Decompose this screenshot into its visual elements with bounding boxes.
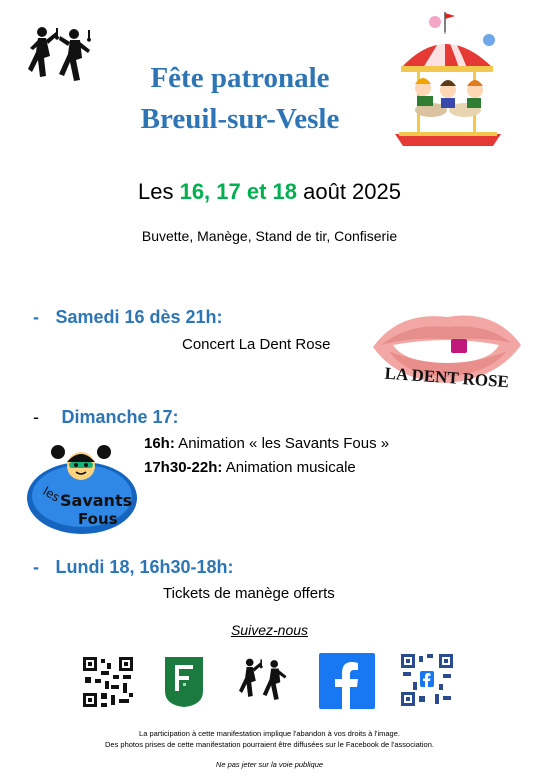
monday-detail: Tickets de manège offerts	[163, 585, 335, 602]
saturday-dash: -	[33, 307, 39, 327]
saturday-title: Samedi 16 dès 21h:	[55, 307, 223, 327]
savants-fous-text-fous: Fous	[78, 510, 118, 528]
follow-us-label: Suivez-nous	[230, 622, 309, 638]
carousel-illustration-icon	[393, 10, 503, 152]
saturday-heading	[33, 307, 223, 328]
page-title-line1: Fête patronale	[150, 62, 330, 94]
facebook-icon[interactable]	[319, 653, 375, 709]
saturday-detail: Concert La Dent Rose	[182, 336, 331, 353]
panneaupocket-icon[interactable]	[161, 655, 207, 709]
page-title-line2: Breuil-sur-Vesle	[140, 103, 340, 135]
savants-fous-text-les: les	[40, 483, 63, 505]
activities-list: Buvette, Manège, Stand de tir, Confiserie	[141, 228, 398, 244]
monday-heading	[33, 557, 234, 578]
monday-dash: -	[33, 557, 39, 577]
dates-days: 16, 17 et 18	[179, 179, 298, 204]
monday-title: Lundi 18, 16h30-18h:	[55, 557, 234, 577]
savants-fous-text-savants: Savants	[60, 491, 133, 510]
sunday-line1-time: 16h:	[144, 435, 175, 452]
qr-code-facebook-icon[interactable]	[399, 652, 455, 708]
sunday-title: Dimanche 17:	[61, 407, 179, 427]
dancers-logo-icon	[28, 22, 96, 88]
dancers-icon[interactable]	[239, 652, 291, 708]
les-savants-fous-logo	[24, 440, 140, 538]
footer-no-littering: Ne pas jeter sur la voie publique	[215, 760, 324, 769]
la-dent-rose-logo	[369, 305, 524, 397]
sunday-line2-text: Animation musicale	[222, 459, 356, 476]
footer-photos-notice: Des photos prises de cette manifestation pourraient être diffusées sur le Facebook de l'association.	[105, 740, 434, 749]
sunday-line1-text: Animation « les Savants Fous »	[174, 435, 390, 452]
sunday-dash: -	[33, 407, 39, 427]
dates-prefix: Les	[137, 179, 180, 204]
sunday-heading	[33, 407, 179, 428]
event-dates	[0, 179, 539, 205]
la-dent-rose-text: LA DENT ROSE	[384, 363, 510, 392]
sunday-line2-time: 17h30-22h:	[144, 459, 223, 476]
footer-image-rights: La participation à cette manifestation implique l'abandon à vos droits à l'image.	[139, 729, 400, 738]
qr-code-icon[interactable]	[81, 655, 135, 709]
dates-suffix: août 2025	[297, 179, 401, 204]
sunday-line1	[144, 435, 389, 452]
sunday-line2	[144, 459, 356, 476]
